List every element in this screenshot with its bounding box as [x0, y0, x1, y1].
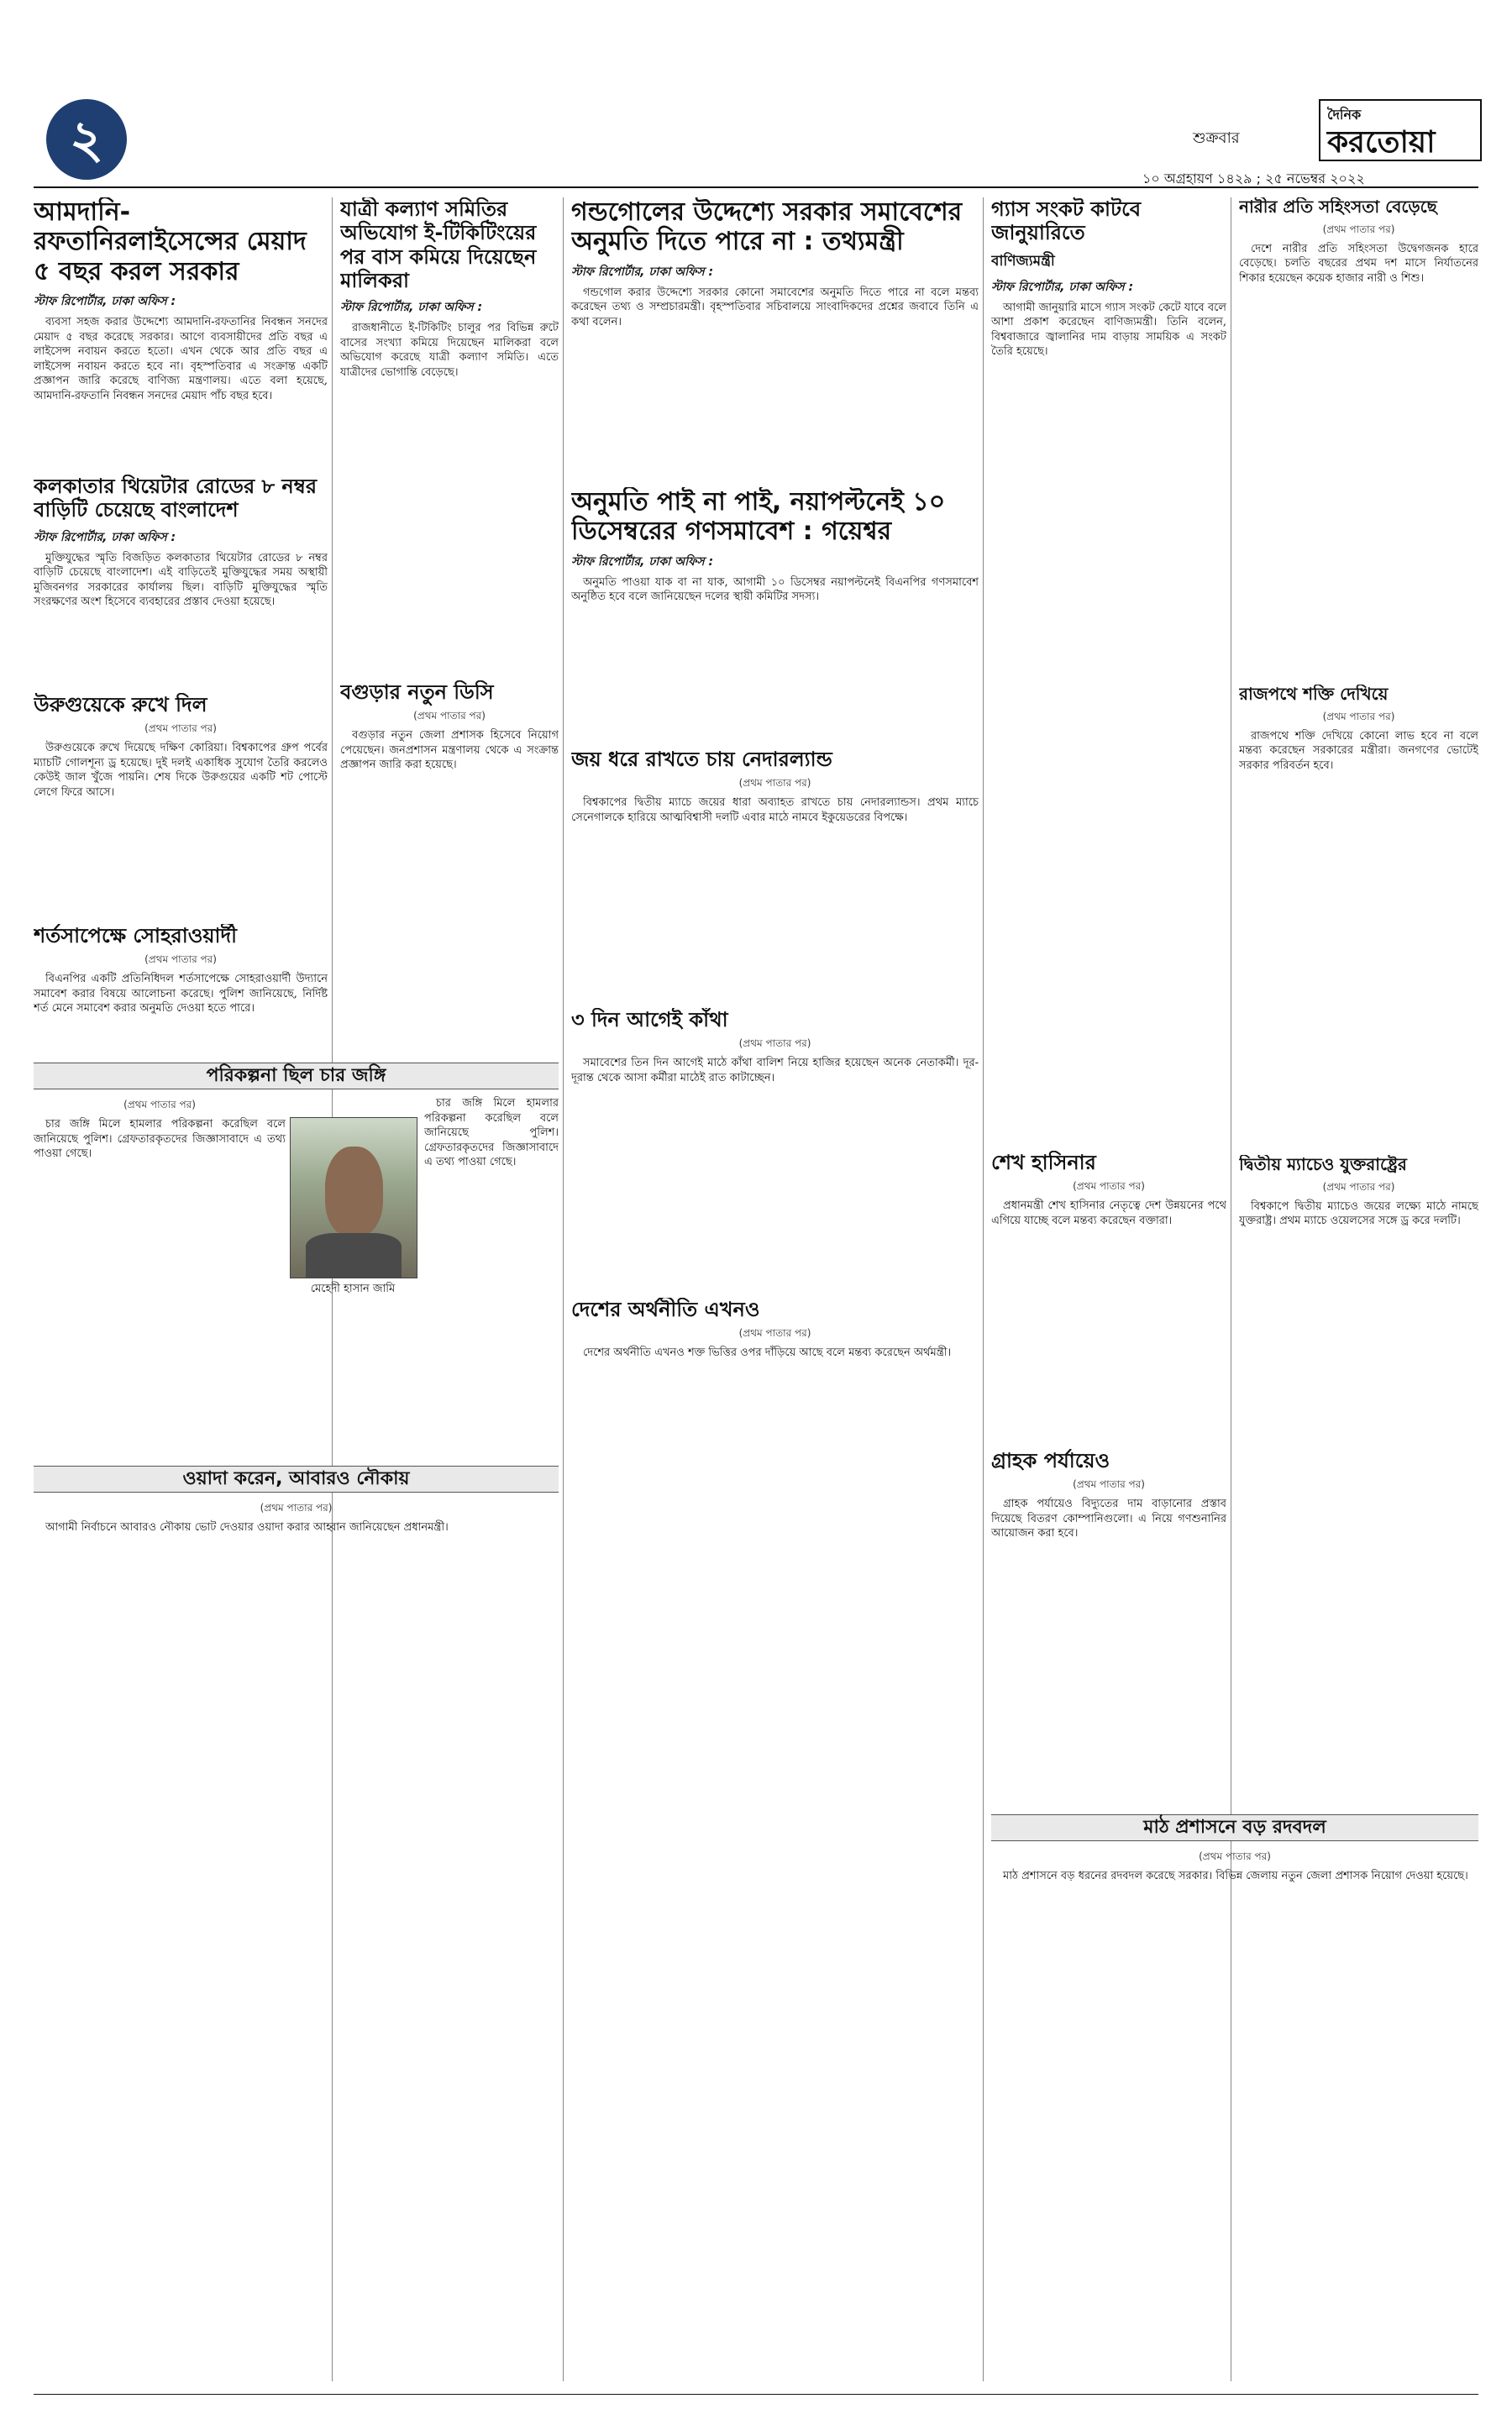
article-eticketing: [340, 197, 559, 668]
article-body: বিশ্বকাপের দ্বিতীয় ম্যাচে জয়ের ধারা অব্যাহত রাখতে চায় নেদারল্যান্ডস। প্রথম ম্যাচে সেনেগালকে হারিয়ে আত্মবিশ্বাসী দলটি এবার মাঠে নামবে ইকুয়েডরের বিপক্ষে।: [571, 796, 979, 824]
article-info-minister: [571, 197, 979, 475]
article-body: মুক্তিযুদ্ধের স্মৃতি বিজড়িত কলকাতার থিয়েটার রোডের ৮ নম্বর বাড়িটি চেয়েছে বাংলাদেশ। এই বাড়িতেই মুক্তিযুদ্ধের সময় অস্থায়ী মুজিবনগর সরকারের কার্যালয় ছিল। বাড়িটি মুক্তিযুদ্ধের স্মৃতি সংরক্ষণের অংশ হিসেবে ব্যবহারের প্রস্তাব দেওয়া হয়েছে।: [34, 551, 328, 609]
article-body: গন্ডগোল করার উদ্দেশ্যে সরকার কোনো সমাবেশের অনুমতি দিতে পারে না বলে মন্তব্য করেছেন তথ্য ও সম্প্রচারমন্ত্রী। বৃহস্পতিবার সচিবালয়ে সাংবাদিকদের প্রশ্নের জবাবে তিনি এ কথা বলেন।: [571, 286, 979, 328]
continuation-note: (প্রথম পাতার পর): [1073, 1180, 1145, 1193]
article-sheikh-hasina: [991, 1151, 1226, 1436]
article-usa-second-match: [1239, 1155, 1478, 1625]
column-divider: [563, 197, 564, 2381]
article-body: বিএনপির একটি প্রতিনিধিদল শর্তসাপেক্ষে সোহরাওয়ার্দী উদ্যানে সমাবেশ করার বিষয়ে আলোচনা করেছে। পুলিশ জানিয়েছে, নির্দিষ্ট শর্ত মেনে সমাবেশ করার অনুমতি দেওয়া হতে পারে।: [34, 973, 328, 1016]
header-rule: [34, 186, 1478, 188]
continuation-note: (প্রথম পাতার পর): [738, 1037, 811, 1050]
continuation-note: (প্রথম পাতার পর): [738, 1327, 811, 1340]
byline: স্টাফ রিপোর্টার, ঢাকা অফিস :: [340, 301, 483, 315]
brand-small: দৈনিক: [1327, 107, 1362, 123]
article-body: রাজধানীতে ই-টিকিটিং চালুর পর বিভিন্ন রুটে বাসের সংখ্যা কমিয়ে দিয়েছেন মালিকরা বলে অভিযোগ করেছে যাত্রী কল্যাণ সমিতি। এতে যাত্রীদের ভোগান্তি বেড়েছে।: [340, 322, 559, 379]
banner-admin-reshuffle: মাঠ প্রশাসনে বড় রদবদল: [991, 1814, 1478, 1841]
article-netherlands: [571, 748, 979, 1000]
byline: স্টাফ রিপোর্টার, ঢাকা অফিস :: [991, 280, 1134, 294]
article-body: বগুড়ার নতুন জেলা প্রশাসক হিসেবে নিয়োগ পেয়েছেন। জনপ্রশাসন মন্ত্রণালয় থেকে এ সংক্রান্ত প্রজ্ঞাপন জারি করা হয়েছে।: [340, 729, 559, 772]
article-admin-reshuffle: [991, 1848, 1478, 2373]
headline: দ্বিতীয় ম্যাচেও যুক্তরাষ্ট্রের: [1239, 1155, 1407, 1174]
article-body: মাঠ প্রশাসনে বড় ধরনের রদবদল করেছে সরকার। বিভিন্ন জেলায় নতুন জেলা প্রশাসক নিয়োগ দেওয়া হয়েছে।: [1003, 1870, 1468, 1882]
article-theatre-road: [34, 475, 328, 685]
article-body: চার জঙ্গি মিলে হামলার পরিকল্পনা করেছিল বলে জানিয়েছে পুলিশ। গ্রেফতারকৃতদের জিজ্ঞাসাবাদে এ তথ্য পাওয়া গেছে।: [34, 1118, 286, 1161]
headline: নারীর প্রতি সহিংসতা বেড়েছে: [1239, 197, 1437, 217]
masthead: [0, 0, 1512, 186]
article-body: আগামী নির্বাচনে আবারও নৌকায় ভোট দেওয়ার ওয়াদা করার আহ্বান জানিয়েছেন প্রধানমন্ত্রী।: [45, 1521, 449, 1534]
banner-boat-vote: ওয়াদা করেন, আবারও নৌকায়: [34, 1466, 559, 1493]
continuation-note: (প্রথম পাতার পর): [1322, 223, 1395, 235]
article-body: ব্যবসা সহজ করার উদ্দেশ্যে আমদানি-রফতানির নিবন্ধন সনদের মেয়াদ ৫ বছর করেছে সরকার। আগে ব্যবসায়ীদের প্রতি বছর এ লাইসেন্স নবায়ন করতে হতো। এখন থেকে আর প্রতি বছর এ লাইসেন্স নবায়ন করতে হবে না। বৃহস্পতিবার এ সংক্রান্ত একটি প্রজ্ঞাপন জারি করেছে বাণিজ্য মন্ত্রণালয়। এতে বলা হয়েছে, আমদানি-রফতানি নিবন্ধন সনদের মেয়াদ পাঁচ বছর হবে।: [34, 316, 328, 402]
headline: আমদানি-রফতানিরলাইসেন্সের মেয়াদ ৫ বছর করল সরকার: [34, 197, 307, 286]
continuation-note: (প্রথম পাতার পর): [1322, 710, 1395, 722]
headline: দেশের অর্থনীতি এখনও: [571, 1298, 760, 1321]
footer-rule: [34, 2394, 1478, 2395]
headline: গ্যাস সংকট কাটবে জানুয়ারিতে: [991, 197, 1142, 245]
article-uruguay: [34, 693, 328, 911]
headline: জয় ধরে রাখতে চায় নেদারল্যান্ড: [571, 748, 832, 771]
headline: রাজপথে শক্তি দেখিয়ে: [1239, 685, 1389, 704]
article-body: বিশ্বকাপে দ্বিতীয় ম্যাচেও জয়ের লক্ষ্যে মাঠে নামছে যুক্তরাষ্ট্র। প্রথম ম্যাচে ওয়েলসের সঙ্গে ড্র করে দলটি।: [1239, 1199, 1478, 1228]
byline: স্টাফ রিপোর্টার, ঢাকা অফিস :: [571, 265, 714, 279]
continuation-note: (প্রথম পাতার পর): [144, 953, 217, 966]
article-body: অনুমতি পাওয়া যাক বা না যাক, আগামী ১০ ডিসেম্বর নয়াপল্টনেই বিএনপির গণসমাবেশ অনুষ্ঠিত হবে বলে জানিয়েছেন দলের স্থায়ী কমিটির সদস্য।: [571, 575, 979, 604]
portrait-photo: [290, 1117, 417, 1278]
continuation-note: (প্রথম পাতার পর): [260, 1502, 333, 1514]
article-body: প্রধানমন্ত্রী শেখ হাসিনার নেতৃত্বে দেশ উন্নয়নের পথে এগিয়ে যাচ্ছে বলে মন্তব্য করেছেন বক্তারা।: [991, 1199, 1226, 1227]
byline: স্টাফ রিপোর্টার, ঢাকা অফিস :: [34, 530, 176, 544]
article-body: রাজপথে শক্তি দেখিয়ে কোনো লাভ হবে না বলে মন্তব্য করেছেন সরকারের মন্ত্রীরা। জনগণের ভোটেই সরকার পরিবর্তন হবে।: [1239, 729, 1478, 772]
newspaper-logo: [1319, 99, 1482, 161]
dateline: ১০ অগ্রহায়ণ ১৪২৯ ; ২৫ নভেম্বর ২০২২: [1142, 171, 1365, 186]
article-street-power: [1239, 685, 1478, 1138]
headline: উরুগুয়েকে রুখে দিল: [34, 693, 207, 716]
article-goyeshwar: [571, 487, 979, 739]
banner-four-militants: পরিকল্পনা ছিল চার জঙ্গি: [34, 1063, 559, 1089]
article-customer-level: [991, 1449, 1226, 1802]
article-boat-vote: [34, 1499, 559, 2373]
article-body: গ্রাহক পর্যায়েও বিদ্যুতের দাম বাড়ানোর প্রস্তাব দিয়েছে বিতরণ কোম্পানিগুলো। এ নিয়ে গণশুনানির আয়োজন করা হবে।: [991, 1498, 1226, 1540]
headline: বগুড়ার নতুন ডিসি: [340, 680, 494, 704]
photo-face: [325, 1147, 383, 1236]
article-suhrawardy: [34, 924, 328, 1050]
article-four-militants-cont: [424, 1096, 559, 1449]
continuation-note: (প্রথম পাতার পর): [738, 777, 811, 790]
headline: গ্রাহক পর্যায়েও: [991, 1449, 1110, 1472]
subheadline: বাণিজ্যমন্ত্রী: [991, 252, 1055, 270]
article-economy: [571, 1298, 979, 2373]
article-body: উরুগুয়েকে রুখে দিয়েছে দক্ষিণ কোরিয়া। বিশ্বকাপের গ্রুপ পর্বের ম্যাচটি গোলশূন্য ড্র হয়েছে। দুই দলই একাধিক সুযোগ তৈরি করলেও কেউই জাল খুঁজে পায়নি। শেষ দিকে উরুগুয়ের একটি শট পোস্টে লেগে ফিরে আসে।: [34, 742, 328, 799]
article-gas-crisis: [991, 197, 1226, 718]
page-number-badge: ২: [46, 99, 127, 180]
photo-shirt: [306, 1233, 402, 1278]
byline: স্টাফ রিপোর্টার, ঢাকা অফিস :: [34, 295, 176, 309]
headline: গন্ডগোলের উদ্দেশ্যে সরকার সমাবেশের অনুমতি দিতে পারে না : তথ্যমন্ত্রী: [571, 197, 963, 257]
continuation-note: (প্রথম পাতার পর): [1073, 1478, 1145, 1491]
article-body: সমাবেশের তিন দিন আগেই মাঠে কাঁথা বালিশ নিয়ে হাজির হয়েছেন অনেক নেতাকর্মী। দূর-দূরান্ত থেকে আসা কর্মীরা মাঠেই রাত কাটাচ্ছেন।: [571, 1057, 979, 1084]
brand-name: করতোয়া: [1327, 124, 1436, 160]
photo-caption: মেহেদী হাসান জামি: [310, 1283, 396, 1295]
headline: ৩ দিন আগেই কাঁথা: [571, 1008, 728, 1031]
continuation-note: (প্রথম পাতার পর): [123, 1099, 196, 1110]
article-body: আগামী জানুয়ারি মাসে গ্যাস সংকট কেটে যাবে বলে আশা প্রকাশ করেছেন বাণিজ্যমন্ত্রী। তিনি বলেন, বিশ্ববাজারে জ্বালানির দাম বাড়ায় সাময়িক এ সংকট তৈরি হয়েছে।: [991, 301, 1226, 359]
article-import-export: [34, 197, 328, 466]
headline: অনুমতি পাই না পাই, নয়াপল্টনেই ১০ ডিসেম্বরের গণসমাবেশ : গয়েশ্বর: [571, 487, 946, 547]
article-body: চার জঙ্গি মিলে হামলার পরিকল্পনা করেছিল বলে জানিয়েছে পুলিশ। গ্রেফতারকৃতদের জিজ্ঞাসাবাদে এ তথ্য পাওয়া গেছে।: [424, 1097, 559, 1169]
byline: স্টাফ রিপোর্টার, ঢাকা অফিস :: [571, 554, 714, 569]
column-divider: [983, 197, 984, 2381]
continuation-note: (প্রথম পাতার পর): [413, 710, 486, 722]
article-three-days: [571, 1008, 979, 1285]
headline: যাত্রী কল্যাণ সমিতির অভিযোগ ই-টিকিটিংয়ের পর বাস কমিয়ে দিয়েছেন মালিকরা: [340, 197, 537, 292]
continuation-note: (প্রথম পাতার পর): [144, 722, 217, 735]
headline: শর্তসাপেক্ষে সোহরাওয়ার্দী: [34, 924, 237, 947]
article-four-militants: [34, 1096, 286, 1449]
article-body: দেশের অর্থনীতি এখনও শক্ত ভিত্তির ওপর দাঁড়িয়ে আছে বলে মন্তব্য করেছেন অর্থমন্ত্রী।: [583, 1346, 952, 1360]
article-violence-women: [1239, 197, 1478, 668]
article-bogura-dc: [340, 680, 559, 1050]
continuation-note: (প্রথম পাতার পর): [1199, 1850, 1271, 1862]
continuation-note: (প্রথম পাতার পর): [1322, 1180, 1395, 1193]
weekday: শুক্রবার: [1193, 129, 1240, 147]
headline: শেখ হাসিনার: [991, 1151, 1096, 1174]
headline: কলকাতার থিয়েটার রোডের ৮ নম্বর বাড়িটি চেয়েছে বাংলাদেশ: [34, 475, 318, 522]
article-body: দেশে নারীর প্রতি সহিংসতা উদ্বেগজনক হারে বেড়েছে। চলতি বছরের প্রথম দশ মাসে নির্যাতনের শিকার হয়েছেন কয়েক হাজার নারী ও শিশু।: [1239, 242, 1478, 285]
